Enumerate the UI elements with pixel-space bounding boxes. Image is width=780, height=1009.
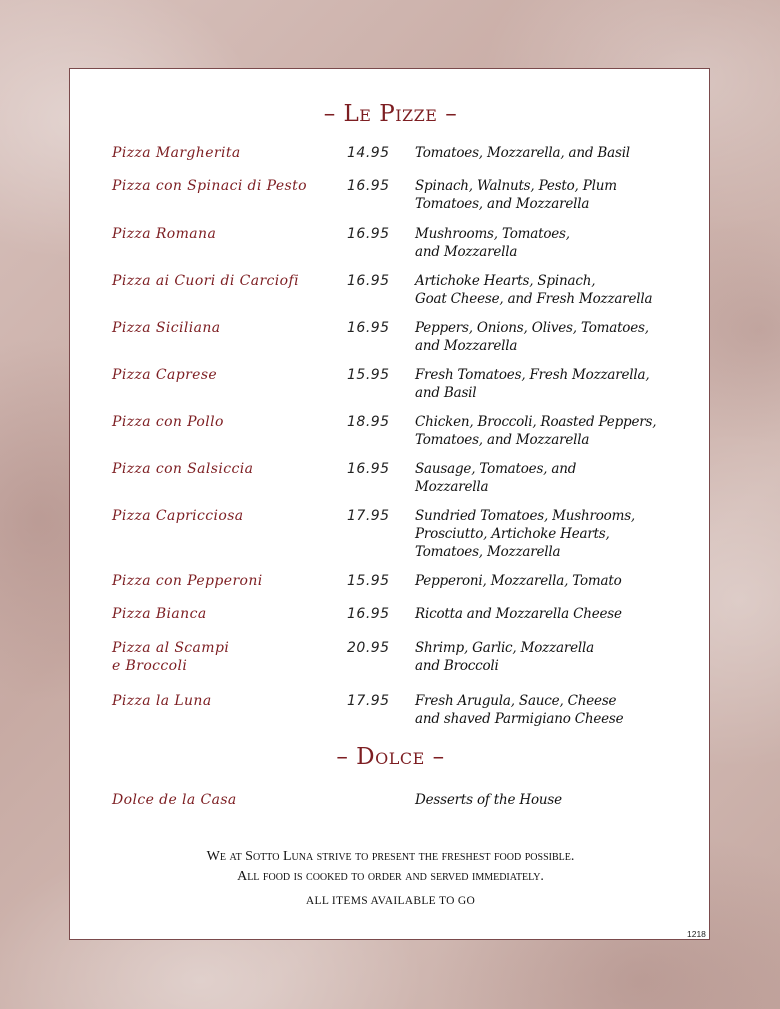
footer-line-2: All food is cooked to order and served immediately. <box>237 869 544 884</box>
item-description: Mushrooms, Tomatoes, and Mozzarella <box>415 226 570 260</box>
item-name: Pizza la Luna <box>112 693 212 709</box>
to-go-note: ALL ITEMS AVAILABLE TO GO <box>305 895 476 907</box>
item-name: Pizza con Pollo <box>112 414 224 430</box>
item-price: 17.95 <box>347 508 390 524</box>
item-price: 16.95 <box>347 606 390 622</box>
item-description: Tomatoes, Mozzarella, and Basil <box>415 145 630 161</box>
item-description: Sausage, Tomatoes, and Mozzarella <box>415 461 577 495</box>
item-name: Pizza ai Cuori di Carciofi <box>112 273 299 289</box>
pizze-section-title: – Le Pizze – <box>323 101 458 127</box>
item-name: Pizza con Salsiccia <box>112 461 254 477</box>
item-description: Ricotta and Mozzarella Cheese <box>415 606 622 622</box>
item-description: Fresh Tomatoes, Fresh Mozzarella, and Basil <box>415 367 650 401</box>
item-description: Pepperoni, Mozzarella, Tomato <box>415 573 622 589</box>
item-price: 15.95 <box>347 573 390 589</box>
dolce-section-title: – Dolce – <box>336 744 445 770</box>
item-price: 16.95 <box>347 273 390 289</box>
item-description: Artichoke Hearts, Spinach, Goat Cheese, and Fresh Mozzarella <box>415 273 653 307</box>
menu-page <box>69 68 710 940</box>
item-description: Peppers, Onions, Olives, Tomatoes, and Mozzarella <box>415 320 649 354</box>
item-price: 14.95 <box>347 145 390 161</box>
item-price: 20.95 <box>347 640 390 656</box>
item-name: Pizza Margherita <box>112 145 241 161</box>
item-price: 17.95 <box>347 693 390 709</box>
item-description: Chicken, Broccoli, Roasted Peppers, Tomatoes, and Mozzarella <box>415 414 657 448</box>
item-name: Dolce de la Casa <box>112 792 237 808</box>
item-name: Pizza Capricciosa <box>112 508 244 524</box>
footer-note <box>70 847 711 887</box>
item-name: Pizza al Scampi e Broccoli <box>112 640 230 674</box>
item-description: Shrimp, Garlic, Mozzarella and Broccoli <box>415 640 594 674</box>
item-price: 16.95 <box>347 320 390 336</box>
item-price: 16.95 <box>347 461 390 477</box>
item-price: 18.95 <box>347 414 390 430</box>
item-name: Pizza con Spinaci di Pesto <box>112 178 307 194</box>
item-name: Pizza Siciliana <box>112 320 221 336</box>
item-name: Pizza con Pepperoni <box>112 573 263 589</box>
item-price: 15.95 <box>347 367 390 383</box>
page-code: 1218 <box>687 929 706 939</box>
item-price: 16.95 <box>347 226 390 242</box>
item-description: Fresh Arugula, Sauce, Cheese and shaved Parmigiano Cheese <box>415 693 624 727</box>
item-description: Sundried Tomatoes, Mushrooms, Prosciutto, Artichoke Hearts, Tomatoes, Mozzarella <box>415 508 636 560</box>
item-price: 16.95 <box>347 178 390 194</box>
item-description: Spinach, Walnuts, Pesto, Plum Tomatoes, and Mozzarella <box>415 178 617 212</box>
item-description: Desserts of the House <box>415 792 562 808</box>
item-name: Pizza Bianca <box>112 606 207 622</box>
item-name: Pizza Romana <box>112 226 217 242</box>
footer-line-1: We at Sotto Luna strive to present the freshest food possible. <box>206 849 575 864</box>
item-name: Pizza Caprese <box>112 367 218 383</box>
